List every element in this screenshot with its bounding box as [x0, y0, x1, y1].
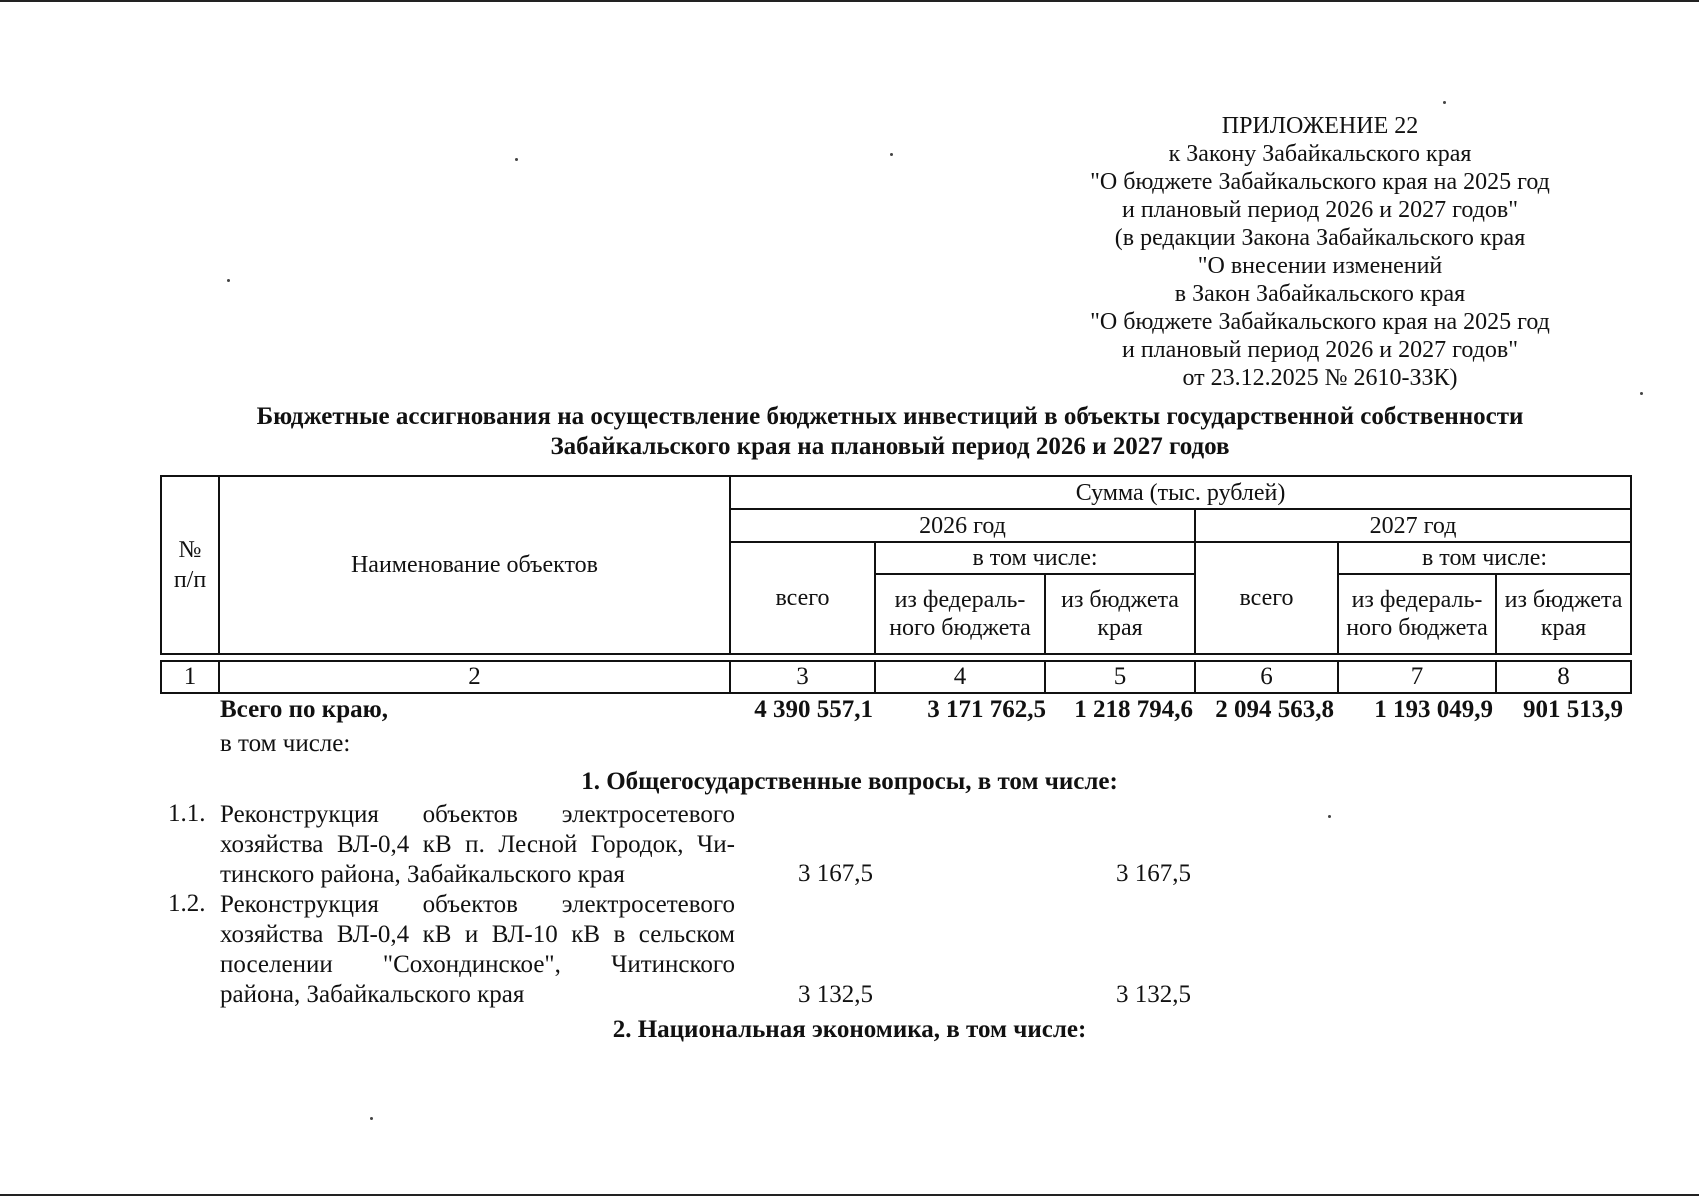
column-number: 2 — [219, 661, 730, 693]
approval-line: ПРИЛОЖЕНИЕ 22 — [1221, 113, 1419, 139]
section-title: 2. Национальная экономика, в том числе: — [612, 1016, 1087, 1043]
totals-including: в том числе: — [220, 730, 351, 757]
item-name-line: хозяйства ВЛ-0,4 кВ п. Лесной Городок, Чи- — [220, 831, 735, 858]
approval-line: от 23.12.2025 № 2610-ЗЗК) — [1182, 365, 1458, 391]
column-number: 5 — [1045, 661, 1195, 693]
title-line-2: Забайкальского края на плановый период 2026 и 2027 годов — [550, 433, 1230, 460]
column-number: 6 — [1195, 661, 1338, 693]
approval-block — [1080, 112, 1560, 392]
approval-line: и плановый период 2026 и 2027 годов" — [1121, 197, 1519, 223]
item-number: 1.2. — [168, 890, 206, 917]
item-name-line: Реконструкция объектов электросетевого — [220, 801, 735, 828]
totals-label: Всего по краю, — [220, 696, 388, 723]
column-number: 4 — [875, 661, 1045, 693]
scan-speck — [370, 1117, 373, 1120]
scan-speck — [227, 279, 230, 282]
item-name — [220, 890, 735, 1010]
page-border-bottom — [0, 1194, 1699, 1196]
regional-2026: 1 218 794,6 — [1074, 696, 1193, 723]
header-no — [161, 476, 219, 654]
header-total-2026: всего — [730, 542, 875, 654]
federal-2026: 3 171 762,5 — [927, 696, 1046, 723]
header-total-2027: всего — [1195, 542, 1338, 654]
approval-line: и плановый период 2026 и 2027 годов" — [1121, 337, 1519, 363]
header-no-label: № п/п — [173, 537, 207, 593]
page-border-top — [0, 0, 1699, 2]
approval-line: "О бюджете Забайкальского края на 2025 год — [1090, 169, 1550, 195]
item-name-line: хозяйства ВЛ-0,4 кВ и ВЛ-10 кВ в сельском — [220, 921, 735, 948]
column-number: 7 — [1338, 661, 1496, 693]
approval-line: "О бюджете Забайкальского края на 2025 год — [1090, 309, 1550, 335]
item-regional-2026: 3 167,5 — [1116, 860, 1191, 887]
item-name — [220, 800, 735, 890]
header-year-2027: 2027 год — [1195, 509, 1631, 542]
approval-line: "О внесении изменений — [1197, 253, 1443, 279]
item-total-2026: 3 132,5 — [798, 981, 873, 1008]
item-total-2026: 3 167,5 — [798, 860, 873, 887]
document-title — [190, 402, 1590, 462]
header-name: Наименование объектов — [219, 476, 730, 654]
header-sum: Сумма (тыс. рублей) — [730, 476, 1631, 509]
regional-2027: 901 513,9 — [1523, 696, 1623, 723]
item-number: 1.1. — [168, 800, 206, 827]
scan-speck — [890, 153, 893, 156]
approval-line: к Закону Забайкальского края — [1168, 141, 1472, 167]
title-line-1: Бюджетные ассигнования на осуществление бюджетных инвестиций в объекты государственной собственности — [256, 403, 1524, 430]
column-numbers — [160, 660, 1632, 694]
scan-speck — [1640, 392, 1643, 395]
header-federal-2026: из федераль-ного бюджета — [875, 574, 1045, 654]
column-number: 1 — [161, 661, 219, 693]
header-including-2027: в том числе: — [1338, 542, 1631, 574]
approval-line: (в редакции Закона Забайкальского края — [1114, 225, 1526, 251]
header-including-2026: в том числе: — [875, 542, 1195, 574]
section-title: 1. Общегосударственные вопросы, в том числе: — [581, 768, 1118, 795]
scan-speck — [1328, 815, 1331, 818]
header-regional-2026: из бюджета края — [1045, 574, 1195, 654]
table-header — [160, 475, 1632, 655]
scan-speck — [1443, 101, 1446, 104]
federal-2027: 1 193 049,9 — [1374, 696, 1493, 723]
approval-line: в Закон Забайкальского края — [1174, 281, 1466, 307]
total-2026: 4 390 557,1 — [754, 696, 873, 723]
scan-speck — [515, 158, 518, 161]
header-federal-2027: из федераль-ного бюджета — [1338, 574, 1496, 654]
total-2027: 2 094 563,8 — [1215, 696, 1334, 723]
column-number: 8 — [1496, 661, 1631, 693]
item-name-line: поселении "Сохондинское", Читинского — [220, 951, 735, 978]
column-number: 3 — [730, 661, 875, 693]
item-name-line: района, Забайкальского края — [220, 981, 525, 1008]
header-year-2026: 2026 год — [730, 509, 1195, 542]
header-regional-2027: из бюджета края — [1496, 574, 1631, 654]
item-name-line: Реконструкция объектов электросетевого — [220, 891, 735, 918]
item-regional-2026: 3 132,5 — [1116, 981, 1191, 1008]
item-name-line: тинского района, Забайкальского края — [220, 861, 625, 888]
